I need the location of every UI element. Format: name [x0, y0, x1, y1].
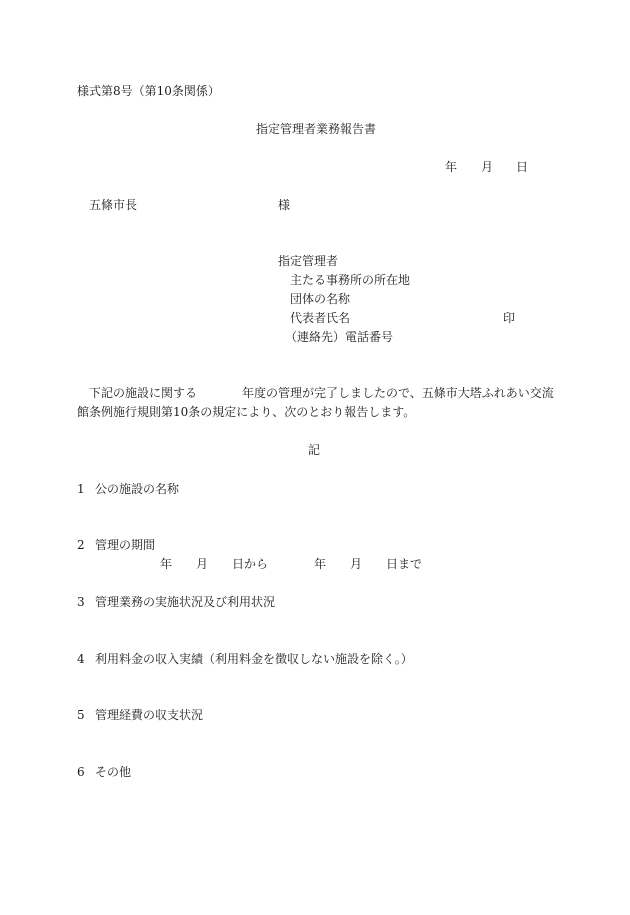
- body-line-1a: 下記の施設に関する: [89, 386, 198, 400]
- item-4-number: 4: [77, 652, 85, 666]
- document-title: 指定管理者業務報告書: [256, 122, 377, 136]
- phone-label: （連絡先）電話番号: [285, 330, 394, 344]
- date-year: 年: [445, 160, 458, 174]
- item-1-number: 1: [77, 482, 85, 496]
- date-month: 月: [481, 160, 494, 174]
- office-address-label: 主たる事務所の所在地: [290, 273, 411, 287]
- manager-heading: 指定管理者: [278, 254, 339, 268]
- date-day: 日: [516, 160, 529, 174]
- item-6-label: その他: [95, 765, 132, 779]
- item-1-label: 公の施設の名称: [95, 482, 180, 496]
- representative-name-label: 代表者氏名: [290, 311, 351, 325]
- ki-heading: 記: [308, 443, 321, 457]
- item-4-label: 利用料金の収入実績（利用料金を徴収しない施設を除く。）: [95, 652, 413, 666]
- period-to-month: 月: [350, 557, 363, 571]
- period-from-month: 月: [196, 557, 209, 571]
- seal-mark: 印: [503, 311, 516, 325]
- period-from-year: 年: [160, 557, 173, 571]
- item-2-number: 2: [77, 538, 85, 552]
- item-3-number: 3: [77, 595, 85, 609]
- period-to-day: 日まで: [386, 557, 423, 571]
- item-5-label: 管理経費の収支状況: [95, 708, 204, 722]
- org-name-label: 団体の名称: [290, 292, 351, 306]
- body-line-1b: 年度の管理が完了しましたので、五條市大塔ふれあい交流: [242, 386, 554, 400]
- addressee-suffix: 様: [278, 198, 291, 212]
- item-2-label: 管理の期間: [95, 538, 156, 552]
- item-6-number: 6: [77, 765, 85, 779]
- addressee-name: 五條市長: [89, 198, 138, 212]
- item-3-label: 管理業務の実施状況及び利用状況: [95, 595, 276, 609]
- period-to-year: 年: [314, 557, 327, 571]
- period-from-day: 日から: [232, 557, 269, 571]
- body-line-2: 館条例施行規則第10条の規定により、次のとおり報告します。: [77, 405, 416, 419]
- item-5-number: 5: [77, 708, 85, 722]
- form-number: 様式第8号（第10条関係）: [77, 84, 220, 98]
